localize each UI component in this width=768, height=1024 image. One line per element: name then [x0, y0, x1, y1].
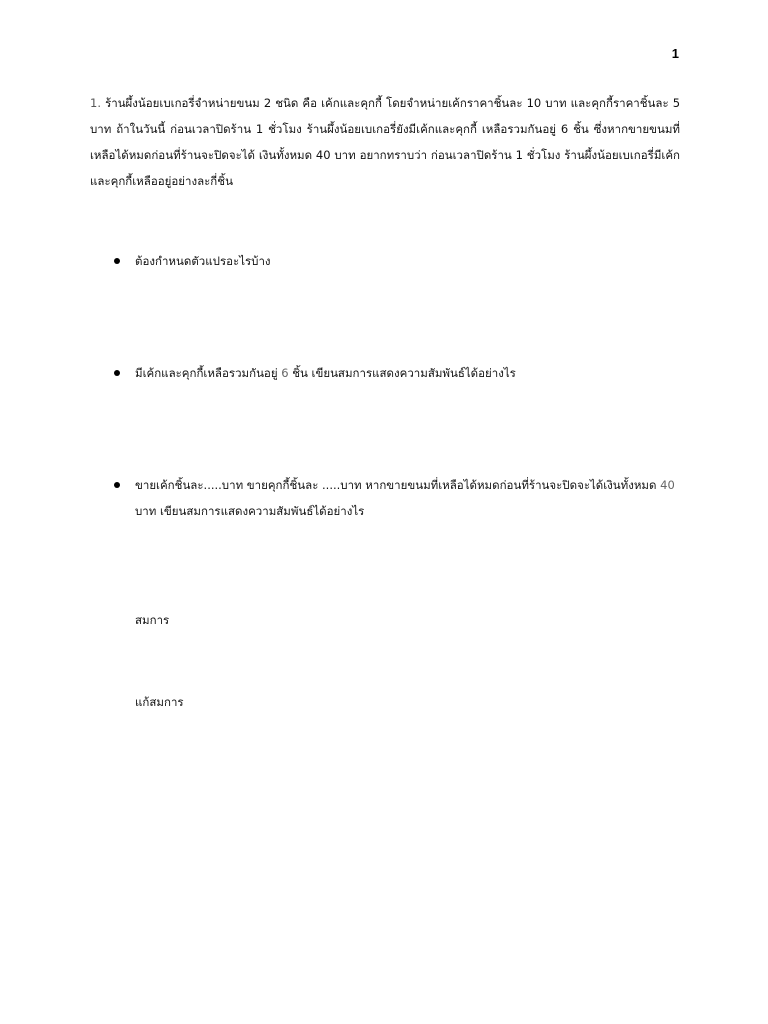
question-text	[135, 472, 684, 524]
question-variables	[114, 248, 684, 274]
problem-text: ร้านผึ้งน้อยเบเกอรี่จำหน่ายขนม 2 ชนิด คือ เค้กและคุกกี้ โดยจำหน่ายเค้กราคาชิ้นละ 10 บาท และคุกกี้ราคาชิ้นละ 5 บาท ถ้าในวันนี้ ก่อนเวลาปิดร้าน 1 ชั่วโมง ร้านผึ้งน้อยเบเกอรี่ยังมีเค้กและคุกกี้ เหลือรวมกันอยู่ 6 ชิ้น ซึ่งหากขายขนมที่เหลือได้หมดก่อนที่ร้านจะปิดจะได้ เงินทั้งหมด 40 บาท อยากทราบว่า ก่อนเวลาปิดร้าน 1 ชั่วโมง ร้านผึ้งน้อยเบเกอรี่มีเค้กและคุกกี้เหลืออยู่อย่างละกี่ชิ้น	[90, 96, 681, 188]
bullet-icon	[114, 482, 120, 488]
question-text	[135, 360, 684, 386]
bullet-icon	[114, 258, 120, 264]
question-text-part: บาท เขียนสมการแสดงความสัมพันธ์ได้อย่างไร	[135, 504, 365, 518]
problem-number: 1.	[90, 96, 101, 110]
problem-statement	[90, 90, 680, 194]
question-text: ต้องกำหนดตัวแปรอะไรบ้าง	[135, 254, 271, 268]
bullet-icon	[114, 370, 120, 376]
question-text-part: ขายเค้กชิ้นละ.....บาท ขายคุกกี้ชิ้นละ .....บาท หากขายขนมที่เหลือได้หมดก่อนที่ร้านจะปิดจะได้เงินทั้งหมด	[135, 478, 661, 492]
question-text-part: มีเค้กและคุกกี้เหลือรวมกันอยู่	[135, 366, 282, 380]
page-number: 1	[671, 46, 679, 61]
question-total-price	[114, 472, 684, 524]
question-total-count	[114, 360, 684, 386]
equation-label: สมการ	[135, 613, 170, 627]
question-highlight-number: 40	[660, 478, 675, 492]
solve-equation-label: แก้สมการ	[135, 695, 184, 709]
question-text-part: ชิ้น เขียนสมการแสดงความสัมพันธ์ได้อย่างไร	[288, 366, 516, 380]
question-highlight-number: 6	[281, 366, 289, 380]
